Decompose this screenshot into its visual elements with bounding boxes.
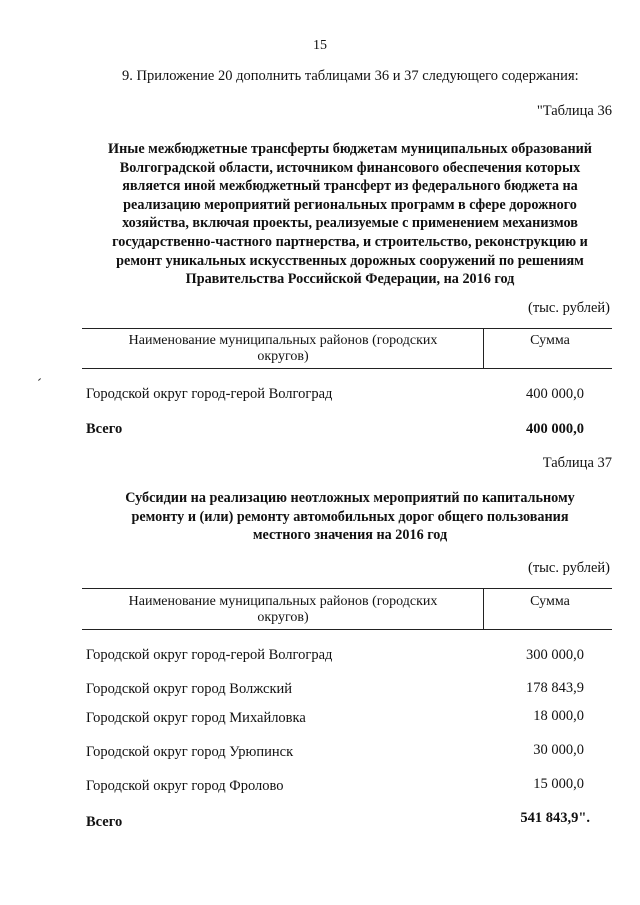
table36-total-label: Всего	[86, 421, 123, 437]
table37-header-top-rule	[82, 588, 612, 589]
header-line: Наименование муниципальных районов (городских	[128, 594, 438, 609]
table-row-name: Городской округ город Волжский	[86, 681, 293, 697]
table-row-name: Городской округ город Фролово	[86, 778, 284, 794]
table36-header-sum: Сумма	[530, 333, 570, 348]
title-line: Иные межбюджетные трансферты бюджетам муниципальных образований	[108, 141, 592, 157]
scan-mark	[38, 378, 41, 381]
header-line: Наименование муниципальных районов (городских	[128, 333, 438, 348]
table-row-value: 400 000,0	[526, 386, 584, 402]
table-row-value: 300 000,0	[526, 647, 584, 663]
table-row-value: 15 000,0	[533, 776, 584, 792]
table36-header-bottom-rule	[82, 368, 612, 369]
table36-total-value: 400 000,0	[526, 421, 584, 437]
title-line: ремонту и (или) ремонту автомобильных дорог общего пользования	[131, 508, 569, 525]
title-line: реализацию мероприятий региональных программ в сфере дорожного	[123, 196, 577, 213]
header-line: округов)	[257, 349, 309, 364]
title-line: ремонт уникальных искусственных дорожных сооружений по решениям	[116, 252, 584, 269]
table-row-value: 178 843,9	[526, 680, 584, 696]
header-line: округов)	[257, 610, 309, 625]
table37-title	[80, 489, 620, 545]
table-row-value: 18 000,0	[533, 708, 584, 724]
table37-header-bottom-rule	[82, 629, 612, 630]
table-row-name: Городской округ город-герой Волгоград	[86, 386, 333, 402]
table-row-name: Городской округ город-герой Волгоград	[86, 647, 333, 663]
table37-label: Таблица 37	[542, 455, 612, 471]
table-row-name: Городской округ город Михайловка	[86, 710, 306, 726]
table37-header-divider	[483, 588, 484, 629]
title-line: Субсидии на реализацию неотложных мероприятий по капитальному	[125, 490, 575, 506]
table37-total-value: 541 843,9".	[520, 810, 590, 826]
page-number: 15	[313, 38, 327, 53]
table36-header-name	[98, 333, 468, 365]
table-row-name: Городской округ город Урюпинск	[86, 744, 294, 760]
table36-title	[80, 140, 620, 289]
table36-header-divider	[483, 328, 484, 368]
table36-unit: (тыс. рублей)	[528, 300, 610, 316]
title-line: государственно-частного партнерства, и строительство, реконструкцию и	[112, 233, 588, 250]
table-row-value: 30 000,0	[533, 742, 584, 758]
intro-paragraph: 9. Приложение 20 дополнить таблицами 36 и 37 следующего содержания:	[122, 68, 579, 84]
table37-header-name	[98, 594, 468, 626]
table37-header-sum: Сумма	[530, 594, 570, 609]
title-line: хозяйства, включая проекты, реализуемые с применением механизмов	[122, 215, 578, 232]
table36-header-top-rule	[82, 328, 612, 329]
table36-label: "Таблица 36	[536, 103, 612, 119]
table37-unit: (тыс. рублей)	[528, 560, 610, 576]
title-line: является иной межбюджетный трансферт из федерального бюджета на	[122, 178, 578, 195]
title-line: местного значения на 2016 год	[252, 527, 448, 544]
title-line: Волгоградской области, источником финансового обеспечения которых	[119, 159, 581, 176]
title-line: Правительства Российской Федерации, на 2016 год	[185, 271, 515, 288]
table37-total-label: Всего	[86, 814, 123, 830]
